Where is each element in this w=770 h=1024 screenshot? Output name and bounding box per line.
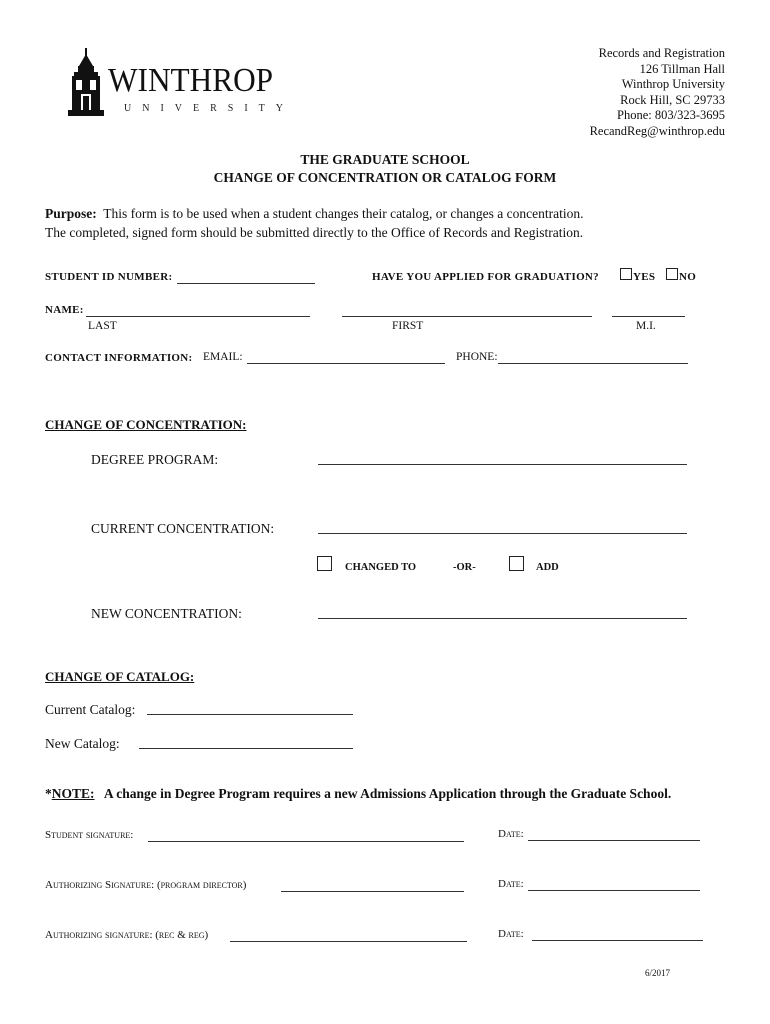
- new-concentration-field[interactable]: [318, 618, 687, 619]
- graduation-no-label: NO: [679, 271, 697, 283]
- concentration-heading: CHANGE OF CONCENTRATION:: [45, 417, 247, 432]
- add-label: ADD: [536, 562, 559, 573]
- name-label: NAME:: [45, 304, 84, 316]
- current-catalog-field[interactable]: [147, 714, 353, 715]
- graduation-no-checkbox[interactable]: [666, 268, 678, 280]
- student-signature-label: Student signature:: [45, 829, 134, 841]
- tillman-tower-icon: [68, 48, 108, 118]
- changed-to-label: CHANGED TO: [345, 562, 417, 573]
- phone-label: PHONE:: [456, 351, 498, 363]
- student-date-field[interactable]: [528, 840, 700, 841]
- first-sublabel: FIRST: [392, 320, 424, 332]
- phone-field[interactable]: [498, 363, 688, 364]
- address-line: Records and Registration: [598, 46, 725, 60]
- logo-wordmark: WINTHROP: [108, 62, 274, 99]
- rec-reg-signature-field[interactable]: [230, 941, 467, 942]
- middle-initial-field[interactable]: [612, 316, 685, 317]
- changed-to-checkbox[interactable]: [317, 556, 332, 571]
- degree-program-field[interactable]: [318, 464, 687, 465]
- address-line: Rock Hill, SC 29733: [620, 92, 725, 107]
- new-catalog-label: New Catalog:: [45, 736, 120, 751]
- current-concentration-field[interactable]: [318, 533, 687, 534]
- purpose-line-1: [45, 206, 584, 222]
- school-title: THE GRADUATE SCHOOL: [300, 152, 470, 167]
- rec-reg-signature-label: Authorizing signature: (rec & reg): [45, 929, 209, 941]
- current-concentration-label: CURRENT CONCENTRATION:: [91, 521, 275, 536]
- student-signature-field[interactable]: [148, 841, 464, 842]
- form-version: 6/2017: [645, 968, 671, 978]
- new-catalog-field[interactable]: [139, 748, 353, 749]
- current-catalog-label: Current Catalog:: [45, 702, 136, 717]
- degree-program-note: [45, 786, 671, 802]
- address-line: RecandReg@winthrop.edu: [589, 123, 725, 138]
- director-date-field[interactable]: [528, 890, 700, 891]
- catalog-heading: CHANGE OF CATALOG:: [45, 669, 195, 684]
- note-text: A change in Degree Program requires a new Admissions Application through the Graduate School.: [103, 786, 672, 801]
- graduation-question: HAVE YOU APPLIED FOR GRADUATION?: [372, 271, 599, 283]
- last-name-field[interactable]: [86, 316, 310, 317]
- form-title: CHANGE OF CONCENTRATION OR CATALOG FORM: [213, 170, 557, 185]
- note-label: NOTE:: [51, 786, 95, 801]
- address-line: Winthrop University: [621, 77, 725, 91]
- office-address: [590, 46, 725, 139]
- rec-reg-date-label: Date:: [498, 928, 524, 940]
- winthrop-logo: [68, 48, 294, 118]
- director-signature-field[interactable]: [281, 891, 464, 892]
- email-field[interactable]: [247, 363, 445, 364]
- mi-sublabel: M.I.: [636, 320, 656, 332]
- rec-reg-date-field[interactable]: [532, 940, 703, 941]
- address-line: Phone: 803/323-3695: [617, 108, 725, 122]
- or-label: -OR-: [453, 562, 476, 573]
- purpose-text-1: This form is to be used when a student changes their catalog, or changes a concentration.: [103, 206, 584, 221]
- student-date-label: Date:: [498, 828, 524, 840]
- graduation-yes-checkbox[interactable]: [620, 268, 632, 280]
- first-name-field[interactable]: [342, 316, 592, 317]
- email-label: EMAIL:: [203, 351, 243, 363]
- student-id-label: STUDENT ID NUMBER:: [45, 271, 173, 283]
- purpose-label: Purpose:: [45, 206, 97, 221]
- purpose-text-2: The completed, signed form should be submitted directly to the Office of Records and Registration.: [45, 225, 584, 240]
- contact-label: CONTACT INFORMATION:: [45, 352, 193, 364]
- address-line: 126 Tillman Hall: [639, 61, 725, 76]
- logo-subtitle: UNIVERSITY: [124, 103, 294, 114]
- director-signature-label: Authorizing Signature: (program director): [45, 879, 247, 891]
- degree-program-label: DEGREE PROGRAM:: [91, 452, 219, 467]
- new-concentration-label: NEW CONCENTRATION:: [91, 606, 242, 621]
- add-checkbox[interactable]: [509, 556, 524, 571]
- student-id-field[interactable]: [177, 283, 315, 284]
- last-sublabel: LAST: [88, 320, 117, 332]
- graduation-yes-label: YES: [633, 271, 656, 283]
- director-date-label: Date:: [498, 878, 524, 890]
- note-asterisk: *: [45, 786, 52, 801]
